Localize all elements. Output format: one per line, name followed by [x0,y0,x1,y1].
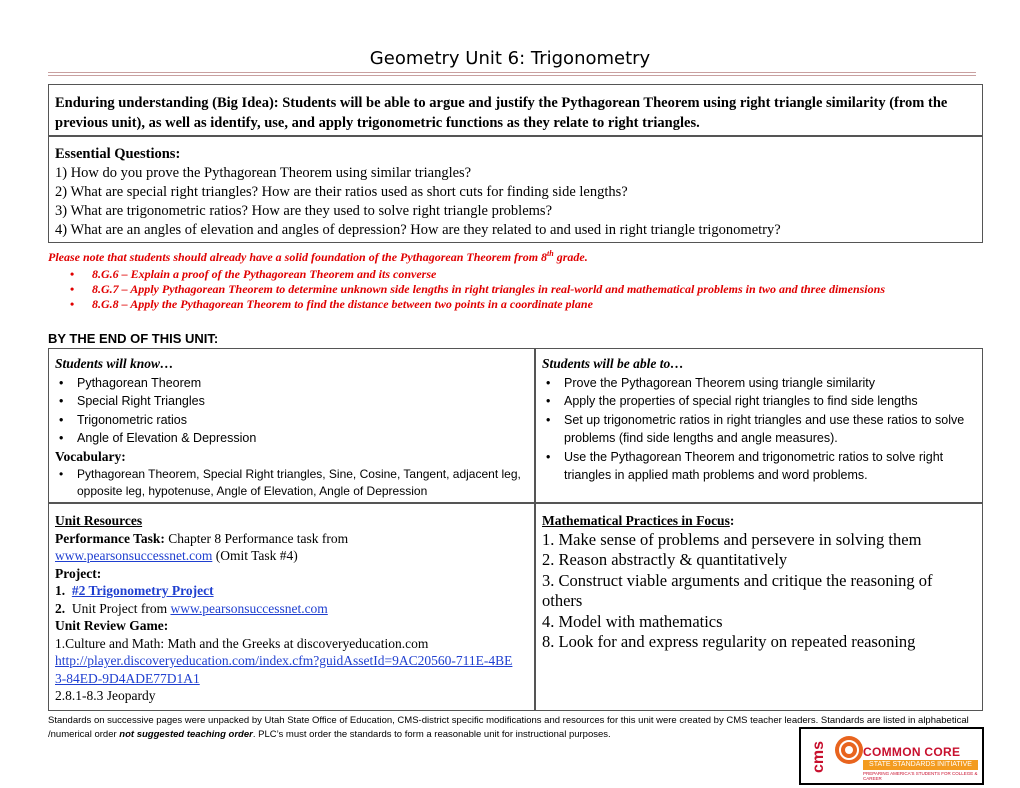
know-item: • Pythagorean Theorem [55,374,528,393]
prior-standard: • 8.G.6 – Explain a proof of the Pythagorean Theorem and its converse [48,267,978,282]
practice-item: 8. Look for and express regularity on repeated reasoning [542,632,916,651]
able-heading: Students will be able to… [542,356,684,371]
know-item: • Angle of Elevation & Depression [55,429,528,448]
able-item: • Apply the properties of special right triangles to find side lengths [542,392,976,411]
practices-colon: : [729,513,735,528]
project-item-1 [55,582,528,600]
enduring-understanding-box [48,84,983,136]
common-core-seal-icon [835,736,863,764]
trigonometry-project-link[interactable]: #2 Trigonometry Project [71,583,214,598]
review-game-1: 1.Culture and Math: Math and the Greeks at discoveryeducation.com [55,635,429,651]
note-suffix: grade. [553,250,588,264]
title-rule [48,72,976,73]
cms-logo-icon [810,735,828,777]
essential-question: 2) What are special right triangles? How are their ratios used as short cuts for finding side lengths? [55,184,628,200]
common-core-title: COMMON CORE [863,745,961,759]
title-rule [48,75,976,76]
performance-task-link-line [55,547,528,565]
prior-knowledge-note [48,246,978,312]
performance-task-suffix: (Omit Task #4) [212,548,298,563]
able-item: • Use the Pythagorean Theorem and trigonometric ratios to solve right triangles in applied math problems and word problems. [542,448,976,485]
performance-task-text: Chapter 8 Performance task from [164,530,349,546]
practices-heading-line [542,512,976,530]
performance-task-label: Performance Task: [55,530,165,546]
essential-questions-heading: Essential Questions: [55,146,181,162]
pearson-link[interactable]: www.pearsonsuccessnet.com [170,600,328,616]
vocabulary-heading: Vocabulary: [55,448,126,464]
footer-emphasis: not suggested teaching order [119,729,253,740]
cms-logo-text: cms [810,740,827,773]
prior-standard: • 8.G.7 – Apply Pythagorean Theorem to determine unknown side lengths in right triangles in real-world and mathematical problems in two and three dimensions [48,282,978,297]
able-item: • Set up trigonometric ratios in right triangles and use these ratios to solve problems (find side lengths and angle measures). [542,411,976,448]
performance-task-line [55,530,528,548]
vocabulary-item: • Pythagorean Theorem, Special Right triangles, Sine, Cosine, Tangent, adjacent leg, opposite leg, hypotenuse, Angle of Elevation, Angle of Depression [55,466,528,500]
know-item: • Trigonometric ratios [55,411,528,430]
essential-question: 4) What are an angles of elevation and angles of depression? How are they related to and used in right triangle trigonometry? [55,222,781,238]
note-line [48,246,978,265]
able-item: • Prove the Pythagorean Theorem using triangle similarity [542,374,976,393]
review-game-2: 2.8.1-8.3 Jeopardy [55,688,156,703]
review-game-label: Unit Review Game: [55,618,169,633]
project-item-2 [55,600,528,618]
practice-item: 2. Reason abstractly & quantitatively [542,550,788,569]
common-core-banner: STATE STANDARDS INITIATIVE [863,760,978,770]
practices-heading: Mathematical Practices in Focus [542,513,730,528]
practice-item: 3. Construct viable arguments and critique the reasoning of others [542,570,933,610]
prior-standards-list [48,267,978,312]
common-core-tagline: PREPARING AMERICA'S STUDENTS FOR COLLEGE & CAREER [863,771,978,781]
able-list [542,374,976,485]
project-text: Unit Project from [71,600,171,616]
essential-questions-box [48,136,983,243]
page-title: Geometry Unit 6: Trigonometry [369,48,651,69]
practice-item: 1. Make sense of problems and persevere in solving them [542,529,922,549]
note-sup: th [547,249,554,258]
enduring-understanding-text: Enduring understanding (Big Idea): Students will be able to argue and justify the Pythagorean Theorem using right triangle similarity (from the previous unit), as well as identify, use, and apply trigonometric functions as they relate to right triangles. [55,95,948,131]
mathematical-practices-box [535,503,983,711]
by-end-heading: BY THE END OF THIS UNIT: [48,331,219,346]
practice-item: 4. Model with mathematics [542,611,723,631]
know-item: • Special Right Triangles [55,392,528,411]
resources-heading: Unit Resources [55,513,143,528]
vocabulary-list [55,466,528,500]
project-number: 1. [55,583,66,598]
essential-question: 1) How do you prove the Pythagorean Theorem using similar triangles? [55,165,472,181]
essential-questions-list [55,164,976,240]
know-heading: Students will know… [55,356,174,371]
common-core-logo [799,727,984,785]
unit-resources-box [48,503,535,711]
project-number: 2. [55,600,66,616]
students-will-be-able-box [535,348,983,503]
discovery-link[interactable]: http://player.discoveryeducation.com/index.cfm?guidAssetId=9AC20560-711E-4BE3-84ED-9D4ADE77D1A1 [55,653,513,686]
footer-text-end: . PLC’s must order the standards to form a reasonable unit for instructional purposes. [252,729,611,740]
project-label: Project: [55,565,102,581]
footer-text: Standards on successive pages were unpacked by Utah State Office of Education, CMS-district specific modifications and resources for this unit were created by CMS teacher leaders. Standards are listed in alphabetical /numerical order [48,715,969,740]
seal-swirl-icon [835,736,863,764]
students-will-know-box [48,348,535,503]
essential-question: 3) What are trigonometric ratios? How are they used to solve right triangle problems? [55,203,553,219]
prior-standard: • 8.G.8 – Apply the Pythagorean Theorem to find the distance between two points in a coordinate plane [48,297,978,312]
note-text: Please note that students should already have a solid foundation of the Pythagorean Theorem from 8 [48,250,548,264]
know-list [55,374,528,448]
pearson-link[interactable]: www.pearsonsuccessnet.com [55,548,213,563]
